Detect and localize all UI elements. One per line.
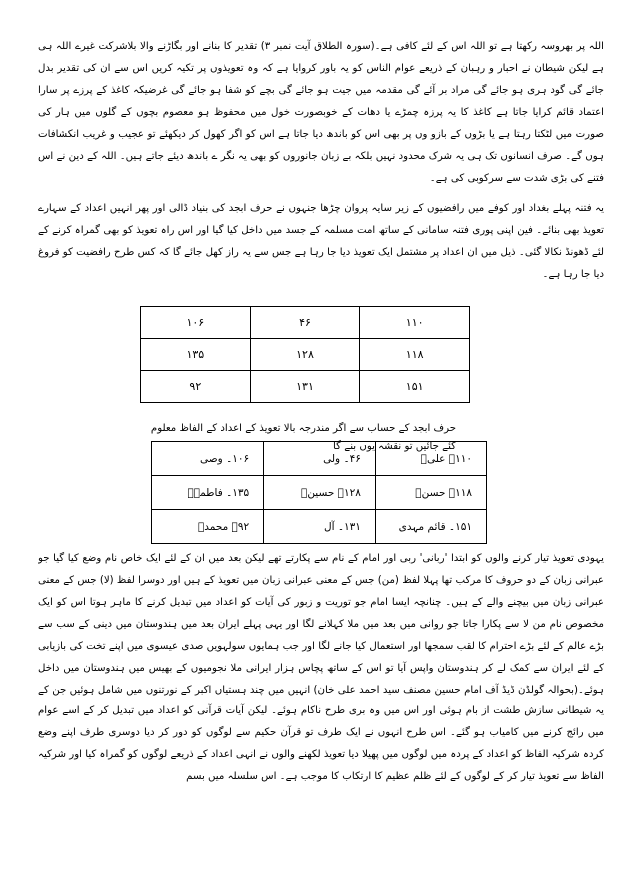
table-row [141,371,470,403]
table-cell: ۱۵۱۔ قائم مہدی [375,510,486,544]
table-cell: ۱۳۱ [250,371,360,403]
table-row [141,339,470,371]
paragraph-fitna: یہ فتنہ پہلے بغداد اور کوفے میں رافضیوں کے زیر سایہ پروان چڑھا جنہوں نے حرف ابجد کی بنیاد ڈالی اور پھر انہیں اعداد کے سہارے تعویذ بھی بنائے۔ فین اپنی پوری فتنہ سامانی کے ساتھ امت مسلمہ کے جسد میں داخل کیا گیا اور اس راہ تعویذ کو بھی گمراہ کرنے کے لئے ڈھونڈ نکالا گئی۔ ذیل میں ان اعداد پر مشتمل ایک تعویذ دیا جا رہا ہے جس سے یہ راز کھل جائے گا کہ کس طرح رافضیت کو فروغ دیا جا رہا ہے۔ [38,203,604,280]
table-cell: ۱۰۶ [141,307,251,339]
number-table [140,306,470,403]
table-cell: ۱۱۸۔ حسنؑ [375,476,486,510]
table-cell: ۱۱۰ [360,307,470,339]
paragraph-intro: اللہ پر بھروسہ رکھتا ہے تو اللہ اس کے لئے کافی ہے۔(سورہ الطلاق آیت نمبر ۳) تقدیر کا بنانے اور بگاڑنے والا بلاشرکت غیرے اللہ ہی ہے لیکن شیطان نے احبار و رہبان کے ذریعے عوام الناس کو یہ باور کروایا ہے کہ وہ تعویذوں پر تکیہ کریں اس سے ان کی تقدیر بدل جائے گی گود ہری ہو جائے گی مراد بر آئے گی مقدمہ میں جیت ہو جائے گی بچے کو شفا ہو جائے گی غرضیکہ کاغذ کے پرزے پر سارا اعتماد قائم کرایا جاتا ہے کاغذ کا یہ پرزہ چمڑے یا دھات کے خوبصورت خول میں محفوظ ہو معصوم بچوں کے گلوں میں ہار کی صورت میں لٹکتا رہتا ہے یا بڑوں کے بازو وں پر بھی اس کو باندھ دیا جاتا ہے اس کو اگر کھول کر دیکھئے تو عجیب و غریب انکشافات ہوں گے۔ صرف انسانوں تک ہی یہ شرک محدود نہیں بلکہ بے زبان جانوروں کو بھی یہ نگر ے باندھ دیئے جاتے ہیں۔ اللہ کے دین نے اس فتنے کی بڑی شدت سے سرکوبی کی ہے۔ [38,41,604,184]
table-cell: ۹۲۔ محمدؐ [152,510,264,544]
table-cell: ۴۶ [250,307,360,339]
table-cell: ۴۶۔ ولی [264,442,376,476]
table-row [141,307,470,339]
table-cell: ۱۳۵ [141,339,251,371]
table-row [152,476,487,510]
table-row [152,510,487,544]
table-cell: ۱۱۰۔ علیؑ [375,442,486,476]
table-cell: ۱۳۱۔ آل [264,510,376,544]
table-cell: ۱۵۱ [360,371,470,403]
table-cell: ۱۲۸۔ حسینؑ [264,476,376,510]
table-cell: ۹۲ [141,371,251,403]
paragraph-conspiracy: یہ شیطانی سازش طشت از بام ہوئی اور اس میں وہ بری طرح ناکام ہوئے۔ لیکن آیات قرآنی کو اعداد میں تبدیل کر کے اسے عوام میں رائج کرنے میں کامیاب ہو گئے۔ اس طرح انہوں نے ایک طرف تو قرآن حکیم سے لوگوں کو دور کر دیا دوسری طرف اپنے وضع کردہ شرکیہ الفاظ کو اعداد کے پردہ میں لوگوں میں پھیلا دیا تعویذ لکھنے والوں نے انہی اعداد کے ذریعے لوگوں کو گمراہ کیا اور شرکیہ الفاظ سے تعویذ تیار کر کے لوگوں کے لئے ظلم عظیم کا ارتکاب کا موجب ہے۔ اس سلسلہ میں بسم [38,705,604,782]
name-table [151,441,487,544]
table-row [152,442,487,476]
table-cell: ۱۳۵۔ فاطمہؑ [152,476,264,510]
name-table-caption: حرف ابجد کے حساب سے اگر مندرجہ بالا تعویذ کے اعداد کے الفاظ معلوم کئے جائیں تو نقشہ یوں بنے گا [150,423,456,452]
paragraph-mullah-history: یہودی تعویذ تیار کرنے والوں کو ابتدا 'ربانی' ربی اور امام کے نام سے پکارتے تھے لیکن بعد میں ان کے لئے ایک خاص نام وضع کیا گیا جو عبرانی زبان کے دو حروف کا مرکب تھا پہلا لفظ (من) جس کے معنی عبرانی زبان میں تعویذ کے ہیں اور دوسرا لفظ (لا) جس کے معنی عبرانی زبان میں بیچنے والے کے ہیں۔ چنانچہ ایسا امام جو توریت و زبور کی آیات کو اعداد میں تبدیل کرنے کا ماہر ہوتا اس کو ایک مخصوص نام من لا سے پکارا جاتا جو روانی میں بعد میں ملا کہلانے لگا اور یہی پہلے ایران بعد میں ہندوستان میں دینی کے سب سے بڑے عالم کے لئے بڑے احترام کا لقب سمجھا اور استعمال کیا جانے لگا اور جب ہمایوں سولہویں صدی عیسوی میں اپنے تخت کی بازیابی کے لئے ایران سے کمک لے کر ہندوستان واپس آیا تو اس کے ساتھ پچاس ہزار ایرانی ملا نجومیوں کے بھیس میں ہندوستان میں داخل ہوئے۔(بحوالہ گولڈن ڈیڈ آف امام حسین مصنف سید احمد علی خان) انہیں میں چند ہستیاں اکبر کے نورتنوں میں شامل ہوئیں جن کے [38,553,604,696]
table-cell: ۱۱۸ [360,339,470,371]
table-cell: ۱۲۸ [250,339,360,371]
table-cell: ۱۰۶۔ وصی [152,442,264,476]
